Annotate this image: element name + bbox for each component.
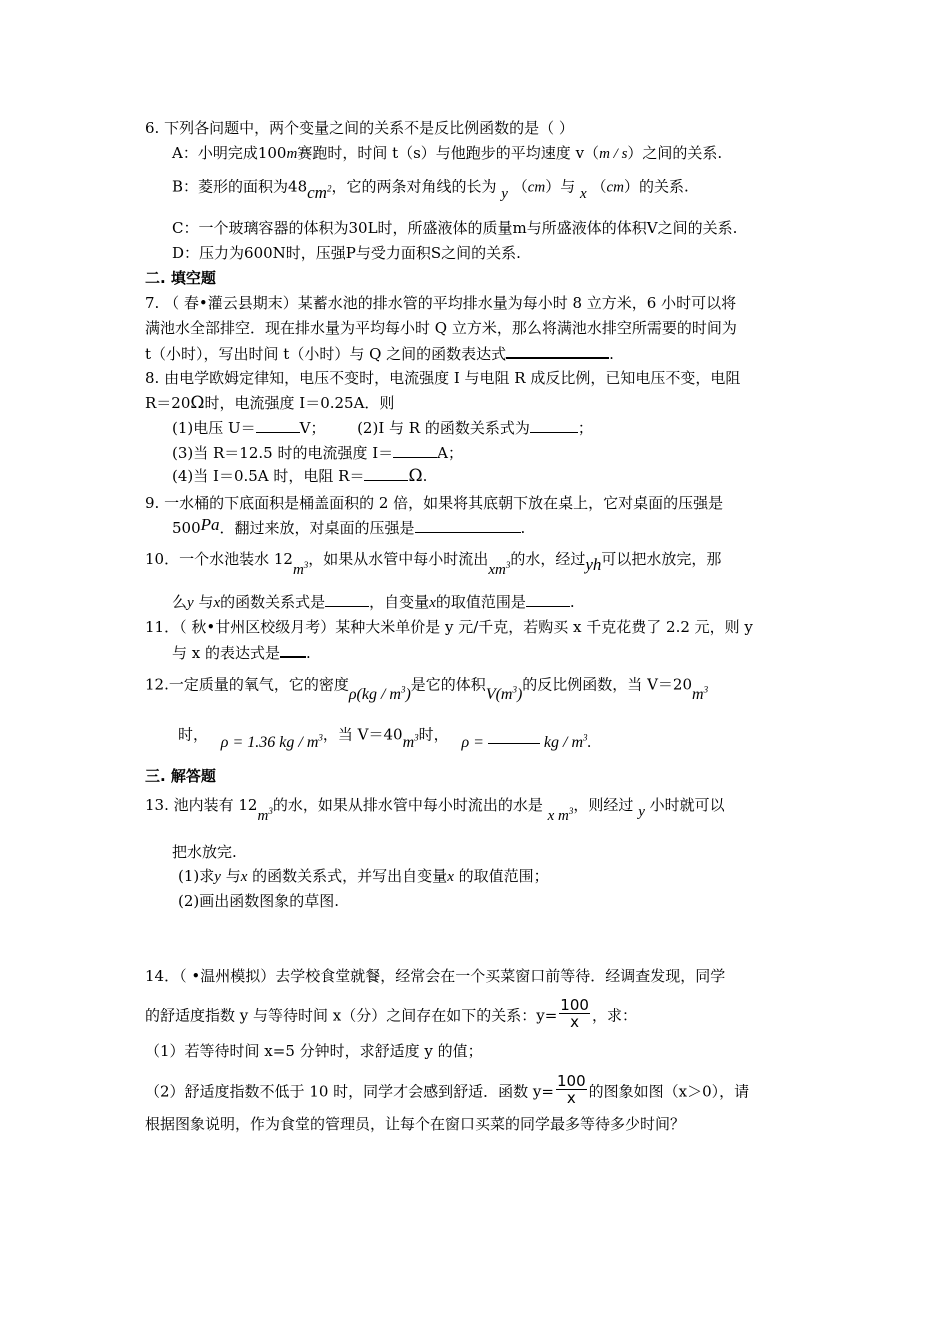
q14-line4: 根据图象说明，作为食堂的管理员，让每个在窗口买菜的同学最多等待多少时间？: [145, 1115, 686, 1133]
q14-line1: 14．（ •温州模拟）去学校食堂就餐，经常会在一个买菜窗口前等待．经调查发现，同学: [145, 967, 726, 985]
q9-line1: 9. 一水桶的下底面积是桶盖面积的 2 倍，如果将其底朝下放在桌上，它对桌面的压强是: [145, 494, 724, 512]
q8-relation-blank[interactable]: [530, 418, 578, 433]
q14-line2: 的舒适度指数 y 与等待时间 x（分）之间存在如下的关系：y= $\frac{100}{x}$ ，求：: [145, 996, 637, 1031]
q8-sub3: (3)当 R＝12.5 时的电流强度 I＝ A；: [172, 444, 464, 462]
q7-line2: 满池水全部排空．现在排水量为平均每小时 Q 立方米，那么将满池水排空所需要的时间为: [145, 319, 737, 337]
q10-line2: 么y 与x的函数关系式是 ，自变量x的取值范围是 .: [172, 593, 575, 611]
q14-fraction-2: $\frac{100}{x}$: [556, 1072, 586, 1107]
q7-line1: 7. （ 春•灌云县期末）某蓄水池的排水管的平均排水量为每小时 8 立方米，6 小时可以将: [145, 294, 737, 312]
q12-line1: 12.一定质量的氧气，它的密度$\rho(kg / m^3)$是它的体积$V(m^3)$的反比例函数，当 $V=20m^3$: [145, 675, 709, 704]
q14-sub1: （1）若等待时间 x=5 分钟时，求舒适度 y 的值；: [145, 1042, 483, 1060]
q7-answer-blank[interactable]: [506, 343, 609, 359]
q8-current-blank[interactable]: [393, 443, 437, 458]
q7-line3: t（小时），写出时间 t（小时）与 Q 之间的函数表达式 .: [145, 345, 614, 363]
q8-resistance-blank[interactable]: [364, 466, 408, 481]
q13-line1: 13. 池内装有 $12m^3$的水，如果从排水管中每小时流出的水是 x $m^3$，则经过 y 小时就可以: [145, 796, 725, 824]
q8-voltage-blank[interactable]: [256, 418, 300, 433]
q12-answer-blank[interactable]: [488, 743, 540, 744]
q13-sub1: (1)求y 与x 的函数关系式，并写出自变量x 的取值范围；: [178, 867, 549, 885]
q6-option-d: D：压力为600N时，压强P与受力面积S之间的关系.: [172, 244, 521, 262]
q14-sub2: （2）舒适度指数不低于 10 时，同学才会感到舒适．函数 y= $\frac{100}{x}$ 的图象如图（x＞0），请: [145, 1072, 750, 1107]
q10-line1: 10．一个水池装水 $12m^3$，如果从水管中每小时流出$xm^3$的水，经过yh可以把水放完，那: [145, 550, 722, 578]
section-answer-heading: 三. 解答题: [145, 767, 216, 785]
q11-line1: 11．（ 秋•甘州区校级月考）某种大米单价是 y 元/千克，若购买 x 千克花费了 2.2 元，则 y: [145, 618, 753, 636]
q9-line2: 500Pa．翻过来放，对桌面的压强是 .: [172, 515, 526, 537]
q8-line2: R＝20Ω时，电流强度 I＝0.25A．则: [145, 393, 395, 413]
q6-option-c: C：一个玻璃容器的体积为30L时，所盛液体的质量m与所盛液体的体积V之间的关系.: [172, 219, 738, 237]
q11-line2: 与 x 的表达式是 .: [172, 644, 311, 662]
q14-fraction: $\frac{100}{x}$: [560, 996, 589, 1031]
q6-option-a: A：小明完成100m赛跑时，时间 t（s）与他跑步的平均速度 v（m / s）之间的关系.: [172, 144, 723, 162]
q10-relation-blank[interactable]: [325, 592, 369, 607]
q8-sub1-2: (1)电压 U＝ V； (2)I 与 R 的函数关系式为 ；: [172, 419, 593, 437]
q10-range-blank[interactable]: [526, 592, 570, 607]
q11-answer-blank[interactable]: [280, 642, 306, 658]
q6-option-b: B：菱形的面积为$48cm^2$，它的两条对角线的长为 y （cm）与 x （cm）的关系.: [172, 177, 689, 202]
q6-stem: 6. 下列各问题中，两个变量之间的关系不是反比例函数的是（ ）: [145, 119, 574, 137]
q9-answer-blank[interactable]: [415, 518, 521, 533]
q13-sub2: (2)画出函数图象的草图.: [178, 892, 340, 910]
q8-line1: 8. 由电学欧姆定律知，电压不变时，电流强度 I 与电阻 R 成反比例，已知电压不变，电阻: [145, 369, 741, 387]
q12-line2: 时， ρ = 1.36 kg / $m^3$，当 $V=40m^3$时， ρ = kg / $m^3$.: [178, 725, 592, 752]
q13-line2: 把水放完.: [172, 843, 237, 861]
section-fill-blank-heading: 二. 填空题: [145, 269, 216, 287]
q8-sub4: (4)当 I＝0.5A 时，电阻 R＝ Ω.: [172, 466, 428, 486]
